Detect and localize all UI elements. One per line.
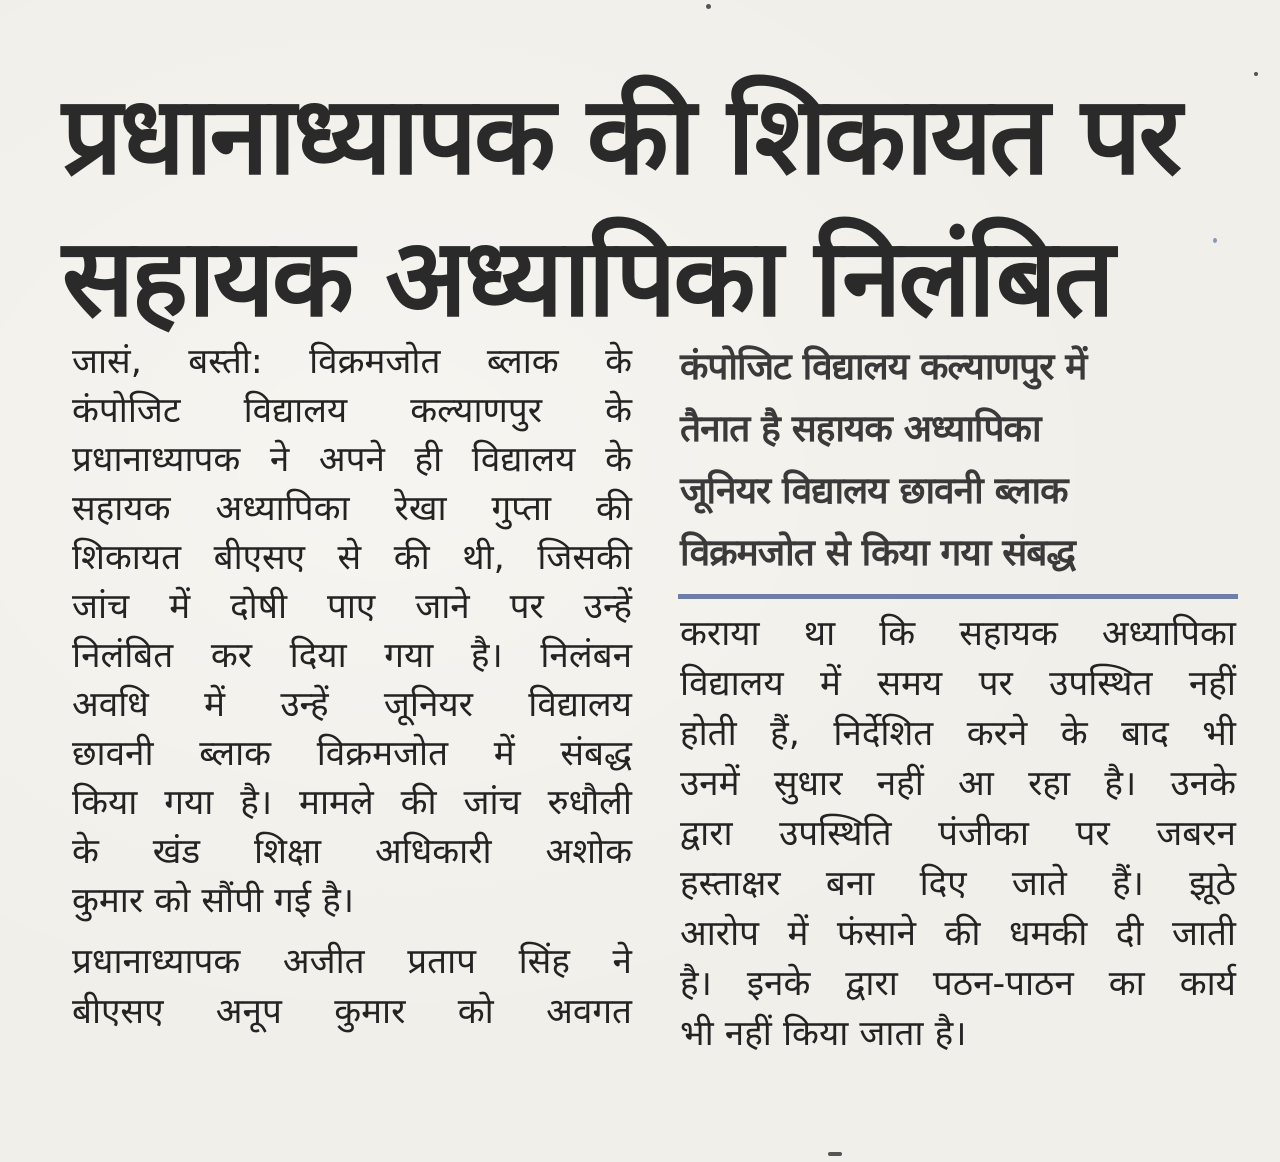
word: अनूप [215,992,282,1032]
word: कंपोजिट [72,391,181,431]
left-line-8 [72,681,632,729]
word: शिकायत [72,538,182,578]
word: झूठे [1189,864,1236,904]
word: विक्रमजोत [309,342,441,382]
word: दी [1115,914,1144,954]
left-line-2 [72,387,632,435]
word: ब्लाक [486,342,559,382]
word: कराया [680,614,760,654]
word: जबरन [1156,814,1236,854]
right-line-8 [680,960,1236,1008]
word: समय [877,664,943,704]
word: अवधि [72,685,149,725]
word: की [944,914,981,954]
word: करने [966,714,1028,754]
word: उन्हें [280,685,329,725]
word: बीएसए [72,992,164,1032]
word: उपस्थिति [779,814,892,854]
word: पर [1075,814,1110,854]
subheading-line-2: तैनात है सहायक अध्यापिका [680,407,1041,450]
right-line-1 [680,610,1236,658]
word: था [803,614,836,654]
word: उनमें [680,764,740,804]
word: रहा [1028,764,1071,804]
word: दोषी [230,587,288,627]
word: अजीत [282,942,365,982]
word: कर [210,636,253,676]
word: विद्यालय [471,440,576,480]
word: आ [958,764,994,804]
right-line-9: भी नहीं किया जाता है। [680,1014,967,1054]
word: में [169,587,191,627]
word: अवगत [546,992,632,1032]
word: उपस्थित [1049,664,1153,704]
word: गया [384,636,434,676]
word: उनके [1170,764,1236,804]
word: के [72,832,99,872]
headline-line-2: सहायक अध्यापिका निलंबित [62,216,1112,341]
left-line-4 [72,485,632,533]
right-line-3 [680,710,1236,758]
right-line-5 [680,810,1236,858]
word: के [605,391,632,431]
word: पर [978,664,1013,704]
word: प्रधानाध्यापक [72,440,241,480]
word: उन्हें [583,587,632,627]
word: संबद्ध [560,734,632,774]
left-line-5 [72,534,632,582]
word: छावनी [72,734,154,774]
right-line-2 [680,660,1236,708]
word: गया [164,783,214,823]
word: दिए [919,864,967,904]
word: जाने [415,587,470,627]
word: है। [470,636,503,676]
word: जिसकी [537,538,632,578]
word: में [493,734,515,774]
subheading-line-3: जूनियर विद्यालय छावनी ब्लाक [680,469,1068,512]
word: जांच [72,587,130,627]
word: में [204,685,226,725]
word: हैं। [1112,864,1144,904]
word: सिंह [518,942,570,982]
word: है। [1104,764,1137,804]
word: शिक्षा [254,832,322,872]
word: जाती [1171,914,1236,954]
subheading-line-4: विक्रमजोत से किया गया संबद्ध [680,531,1075,574]
word: रेखा [394,489,447,529]
ink-speck [706,4,711,9]
word: की [400,783,437,823]
word: निर्देशित [833,714,934,754]
word: विद्यालय [680,664,784,704]
left-line-6 [72,583,632,631]
ink-speck [1213,238,1217,243]
word: विक्रमजोत [316,734,449,774]
word: अपने [318,440,385,480]
word: के [605,342,632,382]
word: हैं, [770,714,800,754]
left-line-12: कुमार को सौंपी गई है। [72,881,355,921]
word: के [605,440,632,480]
word: अध्यापिका [215,489,350,529]
word: फंसाने [836,914,917,954]
word: किया [72,783,138,823]
word: जूनियर [383,685,473,725]
word: को [457,992,494,1032]
word: धमकी [1008,914,1088,954]
word: बस्ती: [188,342,263,382]
word: में [787,914,809,954]
word: ने [612,942,632,982]
word: सहायक [959,614,1058,654]
left-line-14 [72,988,632,1036]
word: द्वारा [845,964,898,1004]
word: के [1060,714,1088,754]
left-line-7 [72,632,632,680]
word: है। [240,783,273,823]
word: है। [680,964,712,1004]
word: पाए [326,587,376,627]
word: हस्ताक्षर [680,864,781,904]
ink-speck [1254,72,1258,76]
word: प्रताप [407,942,477,982]
word: सहायक [72,489,171,529]
word: पर [509,587,544,627]
word: जासं, [72,342,142,382]
left-line-9 [72,730,632,778]
word: कार्य [1179,964,1236,1004]
word: निलंबित [72,636,174,676]
word: रुधौली [547,783,632,823]
word: आरोप [680,914,760,954]
word: नहीं [1188,664,1236,704]
word: बाद [1121,714,1169,754]
word: गुप्ता [491,489,552,529]
word: कि [879,614,916,654]
word: में [820,664,841,704]
right-line-6 [680,860,1236,908]
word: दिया [289,636,347,676]
word: प्रधानाध्यापक [72,942,241,982]
word: इनके [746,964,811,1004]
left-line-3 [72,436,632,484]
word: अशोक [545,832,632,872]
word: अधिकारी [374,832,492,872]
word: अध्यापिका [1101,614,1236,654]
word: विद्यालय [243,391,348,431]
word: भी [1202,714,1236,754]
left-line-11 [72,828,632,876]
word: बीएसए [213,538,306,578]
word: कुमार [334,992,406,1032]
ink-speck [828,1152,842,1156]
word: से [337,538,362,578]
word: थी, [462,538,505,578]
word: जांच [463,783,521,823]
headline-line-1: प्रधानाध्यापक की शिकायत पर [62,74,1180,199]
subheading-divider [678,594,1238,599]
word: ब्लाक [199,734,272,774]
left-line-13 [72,938,632,986]
word: जाते [1011,864,1067,904]
left-line-10 [72,779,632,827]
word: मामले [299,783,374,823]
word: होती [680,714,737,754]
word: नहीं [876,764,924,804]
left-line-1 [72,338,632,386]
subheading-line-1: कंपोजिट विद्यालय कल्याणपुर में [680,345,1087,388]
right-line-4 [680,760,1236,808]
word: खंड [152,832,201,872]
word: बना [825,864,875,904]
word: सुधार [773,764,843,804]
word: का [1108,964,1145,1004]
word: की [596,489,632,529]
word: निलंबन [540,636,632,676]
word: कल्याणपुर [410,391,543,431]
word: पंजीका [938,814,1029,854]
word: विद्यालय [528,685,632,725]
word: ने [269,440,290,480]
word: की [393,538,430,578]
right-line-7 [680,910,1236,958]
word: द्वारा [680,814,733,854]
word: ही [414,440,443,480]
word: पठन-पाठन [932,964,1074,1004]
